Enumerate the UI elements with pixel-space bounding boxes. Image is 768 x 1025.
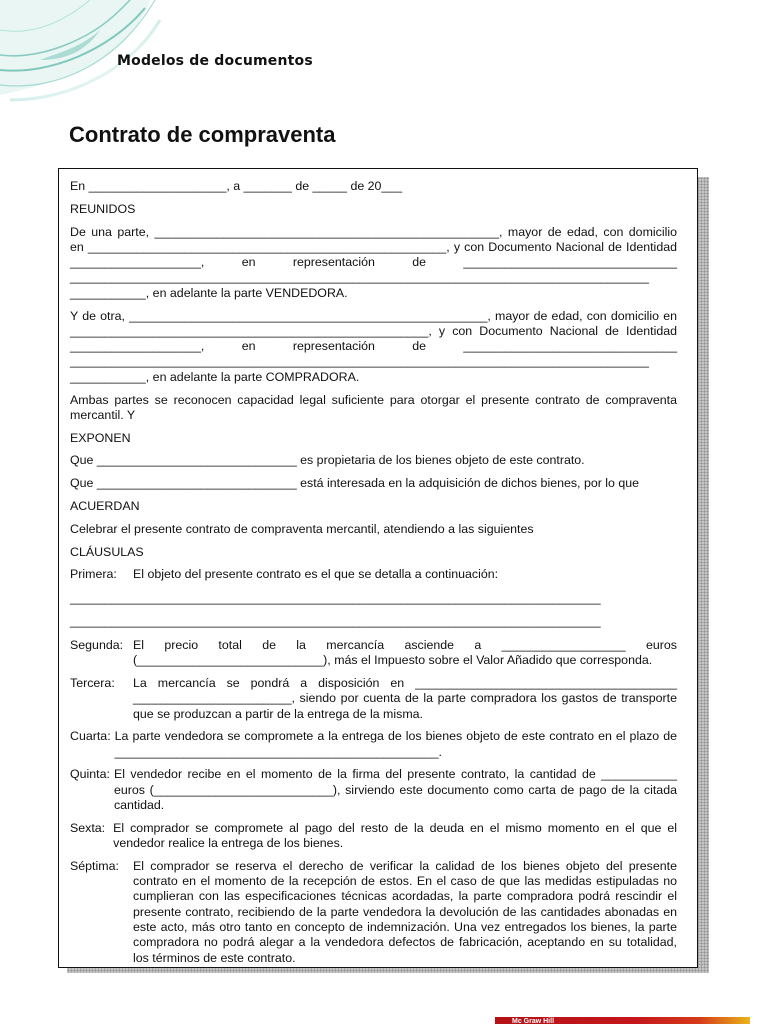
place-date-line: En ____________________, a _______ de _____ de 20___ — [70, 179, 403, 193]
section-exponen: EXPONEN — [70, 430, 131, 445]
clause-primera-blank-1: _____________________________________________________________________________ — [70, 590, 601, 605]
clause-key: Cuarta: — [70, 729, 111, 744]
party-buyer-paragraph: Y de otra, ____________________________________________________, mayor de edad, con domicilio en ____________________________________________________, y con Documento Nacional de Identidad ___________________, en representación de _______________________________ ____________________________________________________________________________________ ___________, en adelante la parte COMPRADORA. — [70, 308, 677, 384]
clause-septima — [70, 859, 677, 966]
clause-primera — [70, 567, 677, 582]
clause-sexta — [70, 821, 677, 852]
section-clausulas: CLÁUSULAS — [70, 544, 144, 559]
clause-quinta — [70, 767, 677, 813]
clause-key: Séptima: — [70, 858, 119, 873]
page-title: Contrato de compraventa — [69, 122, 336, 147]
clause-cuarta — [70, 729, 677, 760]
clause-text: El vendedor recibe en el momento de la firma del presente contrato, la cantidad de ___________ euros (__________________________), sirviendo este documento como carta de pago de la citada cantidad. — [113, 767, 677, 812]
header-section-title: Modelos de documentos — [117, 53, 313, 69]
clause-key: Primera: — [70, 567, 117, 582]
section-reunidos: REUNIDOS — [70, 201, 136, 216]
clause-key: Segunda: — [70, 637, 124, 652]
clause-tercera — [70, 676, 677, 722]
clause-text: La parte vendedora se compromete a la entrega de los bienes objeto de este contrato en el plazo de _______________________________________________. — [114, 729, 677, 759]
clause-text: La mercancía se pondrá a disposición en ______________________________________ _______________________, siendo por cuenta de la parte compradora los gastos de transporte que se produzcan a partir de la entrega de la misma. — [133, 675, 677, 721]
contract-box — [58, 168, 698, 968]
clause-key: Quinta: — [70, 767, 110, 782]
publisher-logo-text: Mc Graw Hill — [512, 1018, 555, 1025]
exponen-item-2: Que _____________________________ está interesada en la adquisición de dichos bienes, por lo que — [70, 476, 640, 491]
clause-text: El objeto del presente contrato es el que se detalla a continuación: — [133, 567, 499, 582]
clause-primera-blank-2: _____________________________________________________________________________ — [70, 613, 601, 628]
section-acuerdan: ACUERDAN — [70, 499, 140, 514]
celebrar-paragraph: Celebrar el presente contrato de compraventa mercantil, atendiendo a las siguientes — [70, 521, 534, 536]
clause-text: El comprador se compromete al pago del resto de la deuda en el mismo momento en el que el vendedor realice la entrega de los bienes. — [113, 820, 677, 851]
exponen-item-1: Que _____________________________ es propietaria de los bienes objeto de este contrato. — [70, 453, 585, 468]
party-seller-paragraph: De una parte, __________________________________________________, mayor de edad, con domicilio en ____________________________________________________, y con Documento Nacional de Identidad ___________________, en representación de _______________________________ ____________________________________________________________________________________ ___________, en adelante la parte VENDEDORA. — [70, 224, 677, 300]
clause-key: Sexta: — [70, 820, 106, 835]
clause-key: Tercera: — [70, 675, 115, 690]
capacity-paragraph: Ambas partes se reconocen capacidad legal suficiente para otorgar el presente contrato de compraventa mercantil. Y — [70, 392, 677, 422]
clause-text: El precio total de la mercancía asciende a __________________ euros (___________________________), más el Impuesto sobre el Valor Añadido que corresponda. — [133, 637, 677, 668]
clause-text: El comprador se reserva el derecho de verificar la calidad de los bienes objeto del presente contrato en el momento de la recepción de estos. En el caso de que las medidas estipuladas no cumplieran con las especificaciones técnicas acordadas, la parte compradora podrá rescindir el presente contrato, recibiendo de la parte vendedora la devolución de las cantidades abonadas en este acto, más otro tanto en concepto de indemnización. Una vez entregados los bienes, la parte compradora no podrá alegar a la vendedora defectos de fabricación, aceptando en su totalidad, los términos de este contrato. — [133, 858, 677, 965]
clause-segunda — [70, 638, 677, 669]
